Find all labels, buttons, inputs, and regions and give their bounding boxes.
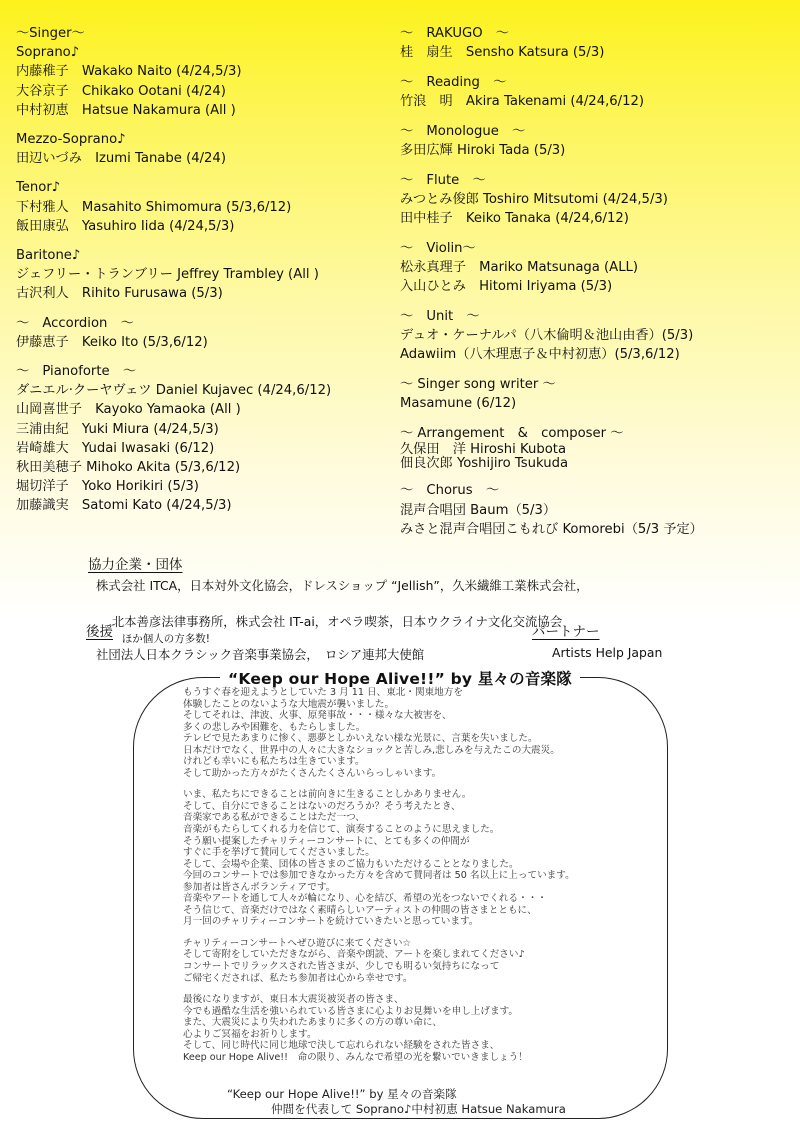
sponsors-note: ほか個人の方多数!: [121, 633, 210, 645]
performer-section: [16, 43, 396, 120]
performer-section: [400, 171, 795, 229]
message-line: 音楽やアートを通して人々が輪になり、心を結び、希望の光をつないでくれる・・・: [183, 893, 547, 905]
section-heading: Mezzo-Soprano♪: [16, 132, 126, 148]
performer-entry: 飯田康弘 Yasuhiro Iida (4/24,5/3): [16, 218, 235, 234]
message-paragraph: [183, 789, 633, 928]
message-paragraph: [183, 994, 633, 1063]
performer-section: [400, 239, 795, 297]
message-signature-group: “Keep our Hope Alive!!” by 星々の音楽隊: [227, 1087, 457, 1101]
message-line: そして、同じ時代に同じ地球で決して忘れられない経験をされた皆さま、: [183, 1040, 500, 1052]
message-line: すぐに手を挙げて賛同してくださいました。: [183, 847, 375, 859]
section-heading: 〜 Flute 〜: [400, 172, 486, 188]
performer-entry: Adawiim（八木理恵子＆中村初恵）(5/3,6/12): [400, 347, 680, 363]
sponsors-heading: 協力企業・団体: [88, 557, 183, 573]
performers-right-column: [400, 24, 795, 550]
patronage-heading: 後援: [86, 624, 113, 640]
performer-entry: 三浦由紀 Yuki Miura (4/24,5/3): [16, 421, 219, 437]
performer-entry: 入山ひとみ Hitomi Iriyama (5/3): [400, 279, 613, 295]
message-line: また、大震災により失われたあまりに多くの方の尊い命に、: [183, 1017, 443, 1029]
section-heading: 〜 Unit 〜: [400, 308, 480, 324]
message-line: いま、私たちにできることは前向きに生きることしかありません。: [183, 789, 472, 801]
message-line: そして、自分にできることはないのだろうか？そう考えたとき、: [183, 800, 461, 812]
message-line: そう願い提案したチャリティーコンサートに、とても多くの仲間が: [183, 835, 470, 847]
message-line: そして、会場や企業、団体の皆さまのご協力もいただけることとなりました。: [183, 858, 519, 870]
section-heading: 〜 RAKUGO 〜: [400, 26, 509, 41]
performer-entry: 山岡喜世子 Kayoko Yamaoka (All ): [16, 402, 241, 418]
message-line: そう信じて、音楽だけではなく素晴らしいアーティストの仲間の皆さまとともに、: [183, 904, 537, 916]
partner-heading: パートナー: [532, 624, 600, 640]
sponsors-line-1: 株式会社 ITCA，日本対外文化協会，ドレスショップ “Jellish”，久米繊維工業株式会社，: [96, 578, 589, 593]
performer-entry: 田辺いづみ Izumi Tanabe (4/24): [16, 151, 226, 167]
message-line: 今回のコンサートでは参加できなかった方々を含めて賛同者は 50 名以上に上っています。: [183, 870, 575, 882]
message-line: そして助かった方々がたくさんたくさんいらっしゃいます。: [183, 767, 442, 779]
message-line: 音楽がもたらしてくれる力を信じて、演奏することのように思えました。: [183, 824, 500, 836]
message-line: そして寄附をしていただきながら、音楽や朗読、アートを楽しまれてください♪: [183, 949, 525, 961]
message-body: [183, 687, 633, 1073]
performer-entry: 伊藤恵子 Keiko Ito (5/3,6/12): [16, 334, 208, 350]
message-title: “Keep our Hope Alive!!” by 星々の音楽隊: [220, 670, 580, 688]
performer-section: [16, 362, 396, 516]
performer-entry: 岩崎雄大 Yudai Iwasaki (6/12): [16, 440, 215, 456]
message-line: 音楽家である私ができることはただ一つ、: [183, 812, 365, 824]
performer-entry: 下村雅人 Masahito Shimomura (5/3,6/12): [16, 199, 292, 215]
section-heading: 〜 Monologue 〜: [400, 123, 526, 139]
message-line: 最後になりますが、東日本大震災被災者の皆さま、: [183, 994, 404, 1006]
message-line: 参加者は皆さんボランティアです。: [183, 881, 336, 893]
performer-section: [400, 122, 795, 160]
partner-text: Artists Help Japan: [552, 645, 663, 660]
performer-entry: 多田広輝 Hiroki Tada (5/3): [400, 143, 566, 159]
message-line: ご帰宅くだされば、私たち参加者は心から幸せです。: [183, 972, 413, 984]
performer-section: [400, 424, 795, 471]
performer-entry: 久保田 洋 Hiroshi Kubota: [400, 441, 567, 457]
performers-left-column: [16, 24, 396, 526]
performer-section: [400, 73, 795, 111]
message-line: 日本だけでなく、世界中の人々に大きなショックと苦しみ,悲しみを与えたこの大震災。: [183, 744, 560, 756]
section-heading: 〜 Reading 〜: [400, 74, 507, 90]
section-heading: Tenor♪: [16, 180, 61, 196]
performer-entry: 桂 扇生 Sensho Katsura (5/3): [400, 45, 605, 61]
section-heading: Soprano♪: [16, 45, 80, 61]
section-heading: 〜 Singer song writer 〜: [400, 377, 556, 393]
patronage-text: 社団法人日本クラシック音楽事業協会， ロシア連邦大使館: [96, 647, 425, 662]
message-line: 今でも過酷な生活を強いられている皆さまに心よりお見舞いを申し上げます。: [183, 1005, 519, 1017]
message-line: テレビで見たあまりに惨く、悪夢としかいえない様な光景に、言葉を失いました。: [183, 733, 538, 745]
performer-entry: みつとみ俊郎 Toshiro Mitsutomi (4/24,5/3): [400, 191, 668, 207]
performer-section: [16, 178, 396, 236]
performer-entry: ダニエル·クーヤヴェツ Daniel Kujavec (4/24,6/12): [16, 383, 332, 399]
performer-entry: 堀切洋子 Yoko Horikiri (5/3): [16, 479, 199, 495]
performer-entry: 佃良次郎 Yoshijiro Tsukuda: [400, 455, 569, 471]
message-line: コンサートでリラックスされた皆さまが、少しでも明るい気持ちになって: [183, 961, 500, 973]
performer-entry: 田中桂子 Keiko Tanaka (4/24,6/12): [400, 211, 629, 227]
performer-section: [400, 481, 795, 539]
performer-entry: 竹浪 明 Akira Takenami (4/24,6/12): [400, 94, 645, 110]
performer-entry: 混声合唱団 Baum（5/3）: [400, 502, 557, 518]
sponsors-line-2: 北本善彦法律事務所，株式会社 IT-ai，オペラ喫茶，日本ウクライナ文化交流協会: [111, 614, 563, 629]
performer-entry: 内藤稚子 Wakako Naito (4/24,5/3): [16, 64, 242, 80]
performer-entry: 大谷京子 Chikako Ootani (4/24): [16, 83, 226, 99]
section-heading: 〜 Arrangement & composer 〜: [400, 425, 624, 441]
performer-entry: Masamune (6/12): [400, 396, 517, 412]
performer-section: [400, 24, 795, 62]
message-signature-name: 仲間を代表して Soprano♪中村初恵 Hatsue Nakamura: [271, 1102, 566, 1116]
performer-entry: 中村初恵 Hatsue Nakamura (All ): [16, 102, 236, 118]
performer-section: [16, 314, 396, 352]
message-line: もうすぐ春を迎えようとしていた 3 月 11 日、東北・関東地方を: [183, 687, 463, 698]
section-heading: 〜 Chorus 〜: [400, 483, 500, 499]
message-line: 月一回のチャリティーコンサートを続けていきたいと思っています。: [183, 916, 479, 928]
performer-section: [16, 246, 396, 304]
performer-entry: ジェフリー・トランブリー Jeffrey Trambley (All ): [16, 267, 319, 283]
section-heading: 〜 Accordion 〜: [16, 315, 134, 331]
performer-entry: 加藤識実 Satomi Kato (4/24,5/3): [16, 498, 232, 514]
message-paragraph: [183, 938, 633, 984]
message-line: 多くの悲しみや困難を、もたらしました。: [183, 721, 366, 733]
performer-section: [16, 130, 396, 168]
section-heading: 〜Singer〜: [16, 26, 85, 41]
performer-entry: デュオ・ケーナルパ（八木倫明＆池山由香）(5/3): [400, 328, 694, 344]
performer-entry: 松永真理子 Mariko Matsunaga (ALL): [400, 260, 639, 276]
message-line: そしてそれは、津波、火事、原発事故・・・様々な大被害を、: [183, 710, 452, 722]
performer-entry: 古沢利人 Rihito Furusawa (5/3): [16, 286, 223, 302]
section-heading: 〜 Violin〜: [400, 240, 476, 256]
message-line: けれども幸いにも私たちは生きています。: [183, 756, 365, 768]
section-heading: Baritone♪: [16, 248, 81, 264]
message-line: 心よりご冥福をお祈りします。: [183, 1028, 317, 1040]
message-line: チャリティーコンサートへぜひ遊びに来てください☆: [183, 937, 412, 949]
performer-entry: 秋田美穂子 Mihoko Akita (5/3,6/12): [16, 460, 241, 476]
performer-entry: みさと混声合唱団こもれび Komorebi（5/3 予定）: [400, 521, 703, 537]
performer-section: [400, 307, 795, 365]
message-paragraph: [183, 687, 633, 779]
message-line: 体験したことのないような大地震が襲いました。: [183, 698, 395, 710]
performer-section: [16, 24, 396, 43]
section-heading: 〜 Pianoforte 〜: [16, 364, 137, 380]
message-line: Keep our Hope Alive!! 命の限り、みんなで希望の光を繋いでいきましょう！: [183, 1051, 528, 1063]
performer-section: [400, 375, 795, 413]
